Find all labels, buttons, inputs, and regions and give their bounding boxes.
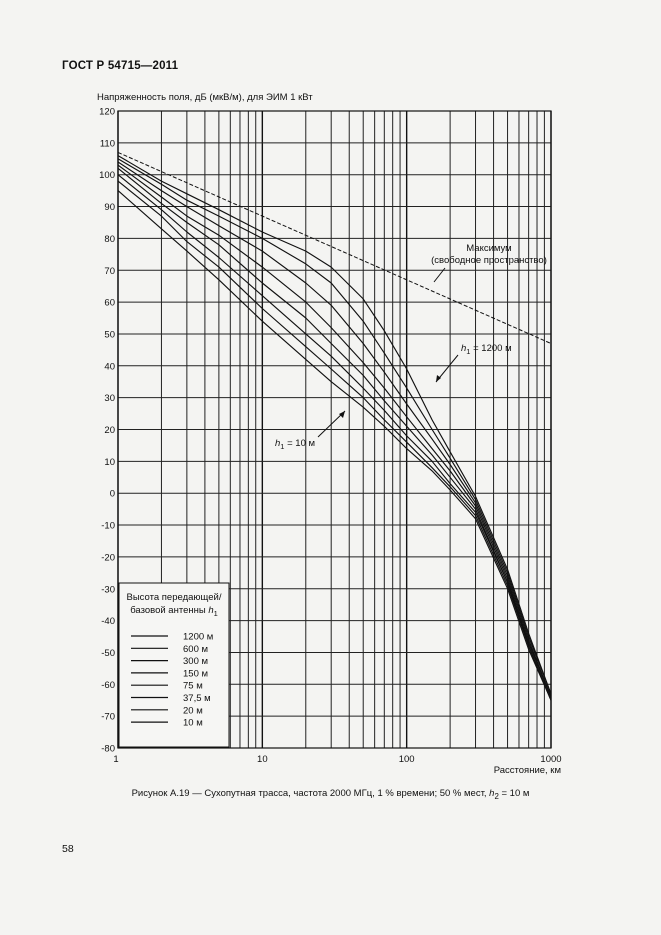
y-tick-label: 90 bbox=[104, 202, 115, 214]
y-tick-label: -10 bbox=[101, 520, 115, 532]
caption-h-subscript: 2 bbox=[494, 791, 499, 801]
caption-text-b: = 10 м bbox=[498, 788, 530, 799]
free-space-label-2: (свободное пространство) bbox=[431, 255, 547, 266]
legend-entry: 150 м bbox=[183, 668, 209, 680]
x-axis-label: Расстояние, км bbox=[493, 765, 561, 776]
y-tick-label: 50 bbox=[104, 329, 115, 341]
legend-entry: 300 м bbox=[183, 656, 209, 668]
y-tick-label: 100 bbox=[99, 170, 115, 182]
annotation-h1-1200: $h_1 = 1200$ м bbox=[461, 343, 512, 356]
y-tick-label: 60 bbox=[104, 297, 115, 309]
y-tick-label: -70 bbox=[101, 711, 115, 723]
y-tick-label: -50 bbox=[101, 647, 115, 659]
legend-entry: 10 м bbox=[183, 717, 203, 729]
x-tick-label: 100 bbox=[398, 754, 415, 765]
y-tick-label: 110 bbox=[99, 138, 115, 150]
y-tick-label: 120 bbox=[99, 106, 115, 118]
y-tick-label: 30 bbox=[104, 393, 115, 405]
page-number: 58 bbox=[62, 843, 74, 855]
free-space-label-1: Максимум bbox=[466, 243, 512, 254]
y-tick-label: 40 bbox=[104, 361, 115, 373]
y-tick-label: 70 bbox=[104, 265, 115, 277]
y-tick-label: -80 bbox=[101, 743, 115, 755]
caption-text-a: Рисунок А.19 — Сухопутная трасса, частота 2000 МГц, 1 % времени; 50 % мест, bbox=[131, 788, 490, 799]
figure-caption bbox=[0, 788, 661, 801]
y-tick-label: 0 bbox=[109, 488, 115, 500]
annotation-arrowhead-10 bbox=[339, 411, 345, 418]
x-tick-label: 10 bbox=[257, 754, 268, 765]
y-tick-label: 80 bbox=[104, 233, 115, 245]
x-tick-label: 1000 bbox=[540, 754, 562, 765]
legend-title-1: Высота передающей/ bbox=[126, 592, 222, 603]
legend-box bbox=[119, 583, 229, 747]
y-tick-label: 20 bbox=[104, 425, 115, 436]
annotation-h1-10: $h_1 = 10$ м bbox=[275, 438, 316, 451]
y-tick-label: -30 bbox=[101, 584, 115, 596]
caption-h-symbol: h bbox=[489, 788, 495, 799]
legend-entry: 1200 м bbox=[183, 631, 214, 643]
y-tick-label: -40 bbox=[101, 616, 115, 628]
x-tick-label: 1 bbox=[113, 754, 119, 765]
y-tick-label: -20 bbox=[101, 552, 115, 564]
legend-entry: 20 м bbox=[183, 705, 203, 717]
y-axis-label: Напряженность поля, дБ (мкВ/м), для ЭИМ 1 кВт bbox=[97, 92, 313, 103]
legend-entry: 75 м bbox=[183, 680, 203, 692]
y-tick-label: 10 bbox=[104, 456, 115, 468]
legend-entry: 600 м bbox=[183, 643, 209, 655]
y-tick-label: -60 bbox=[101, 679, 115, 691]
legend-title-2: базовой антенны $h_1$ bbox=[130, 605, 218, 618]
legend-entry: 37,5 м bbox=[183, 693, 211, 704]
document-header: ГОСТ Р 54715—2011 bbox=[62, 60, 179, 72]
